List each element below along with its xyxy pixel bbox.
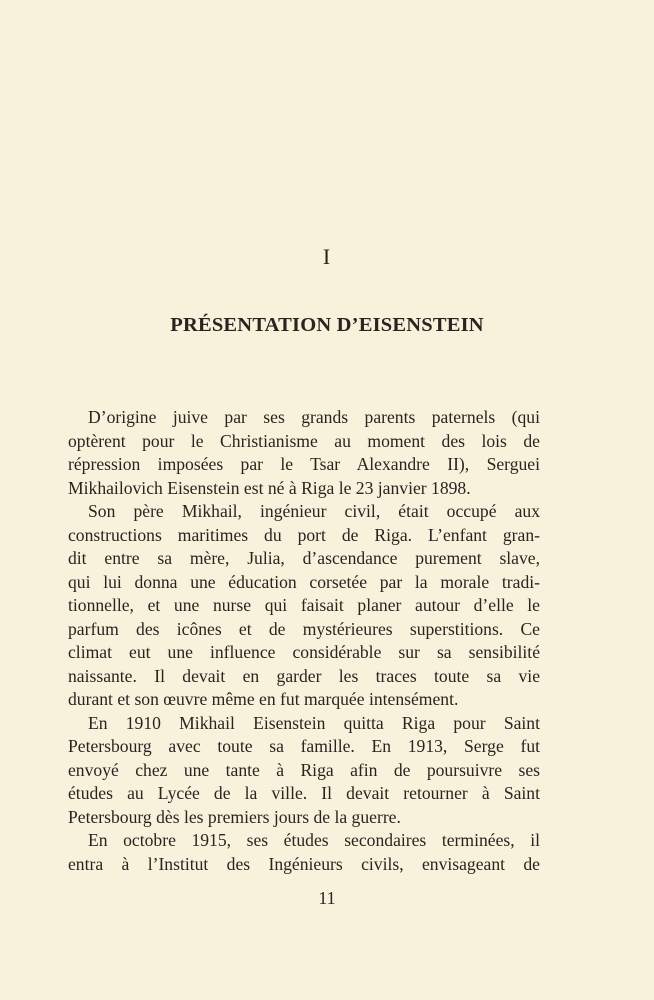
- text-line: Petersbourg avec toute sa famille. En 1913, Serge fut: [68, 736, 540, 756]
- text-line: tionnelle, et une nurse qui faisait planer autour d’elle le: [68, 595, 540, 615]
- text-line: envoyé chez une tante à Riga afin de poursuivre ses: [68, 759, 540, 780]
- text-line: durant et son œuvre même en fut marquée intensément.: [68, 689, 459, 709]
- text-line: qui lui donna une éducation corsetée par la morale tradi-: [68, 571, 540, 592]
- text-line: entra à l’Institut des Ingénieurs civils, envisageant de: [68, 853, 540, 874]
- text-line: optèrent pour le Christianisme au moment des lois de: [68, 430, 540, 451]
- text-line: En 1910 Mikhail Eisenstein quitta Riga pour Saint: [88, 712, 540, 733]
- text-line: En octobre 1915, ses études secondaires terminées, il: [88, 830, 540, 850]
- chapter-number: I: [322, 244, 332, 269]
- page-number: 11: [318, 888, 336, 908]
- text-line: naissante. Il devait en garder les traces toute sa vie: [68, 665, 540, 686]
- text-line: Son père Mikhail, ingénieur civil, était occupé aux: [88, 501, 540, 521]
- chapter-title: PRÉSENTATION D’EISENSTEIN: [170, 314, 484, 336]
- text-line: études au Lycée de la ville. Il devait retourner à Saint: [68, 783, 540, 803]
- text-line: parfum des icônes et de mystérieures superstitions. Ce: [68, 618, 540, 639]
- text-line: D’origine juive par ses grands parents paternels (qui: [88, 407, 540, 427]
- text-line: constructions maritimes du port de Riga. L’enfant gran-: [68, 524, 540, 545]
- text-line: répression imposées par le Tsar Alexandre II), Serguei: [68, 454, 540, 474]
- text-line: Petersbourg dès les premiers jours de la guerre.: [68, 806, 401, 827]
- text-line: climat eut une influence considérable sur sa sensibilité: [68, 642, 540, 662]
- body-text: [68, 406, 540, 876]
- text-line: Mikhailovich Eisenstein est né à Riga le 23 janvier 1898.: [68, 477, 471, 498]
- text-line: dit entre sa mère, Julia, d’ascendance purement slave,: [68, 548, 540, 568]
